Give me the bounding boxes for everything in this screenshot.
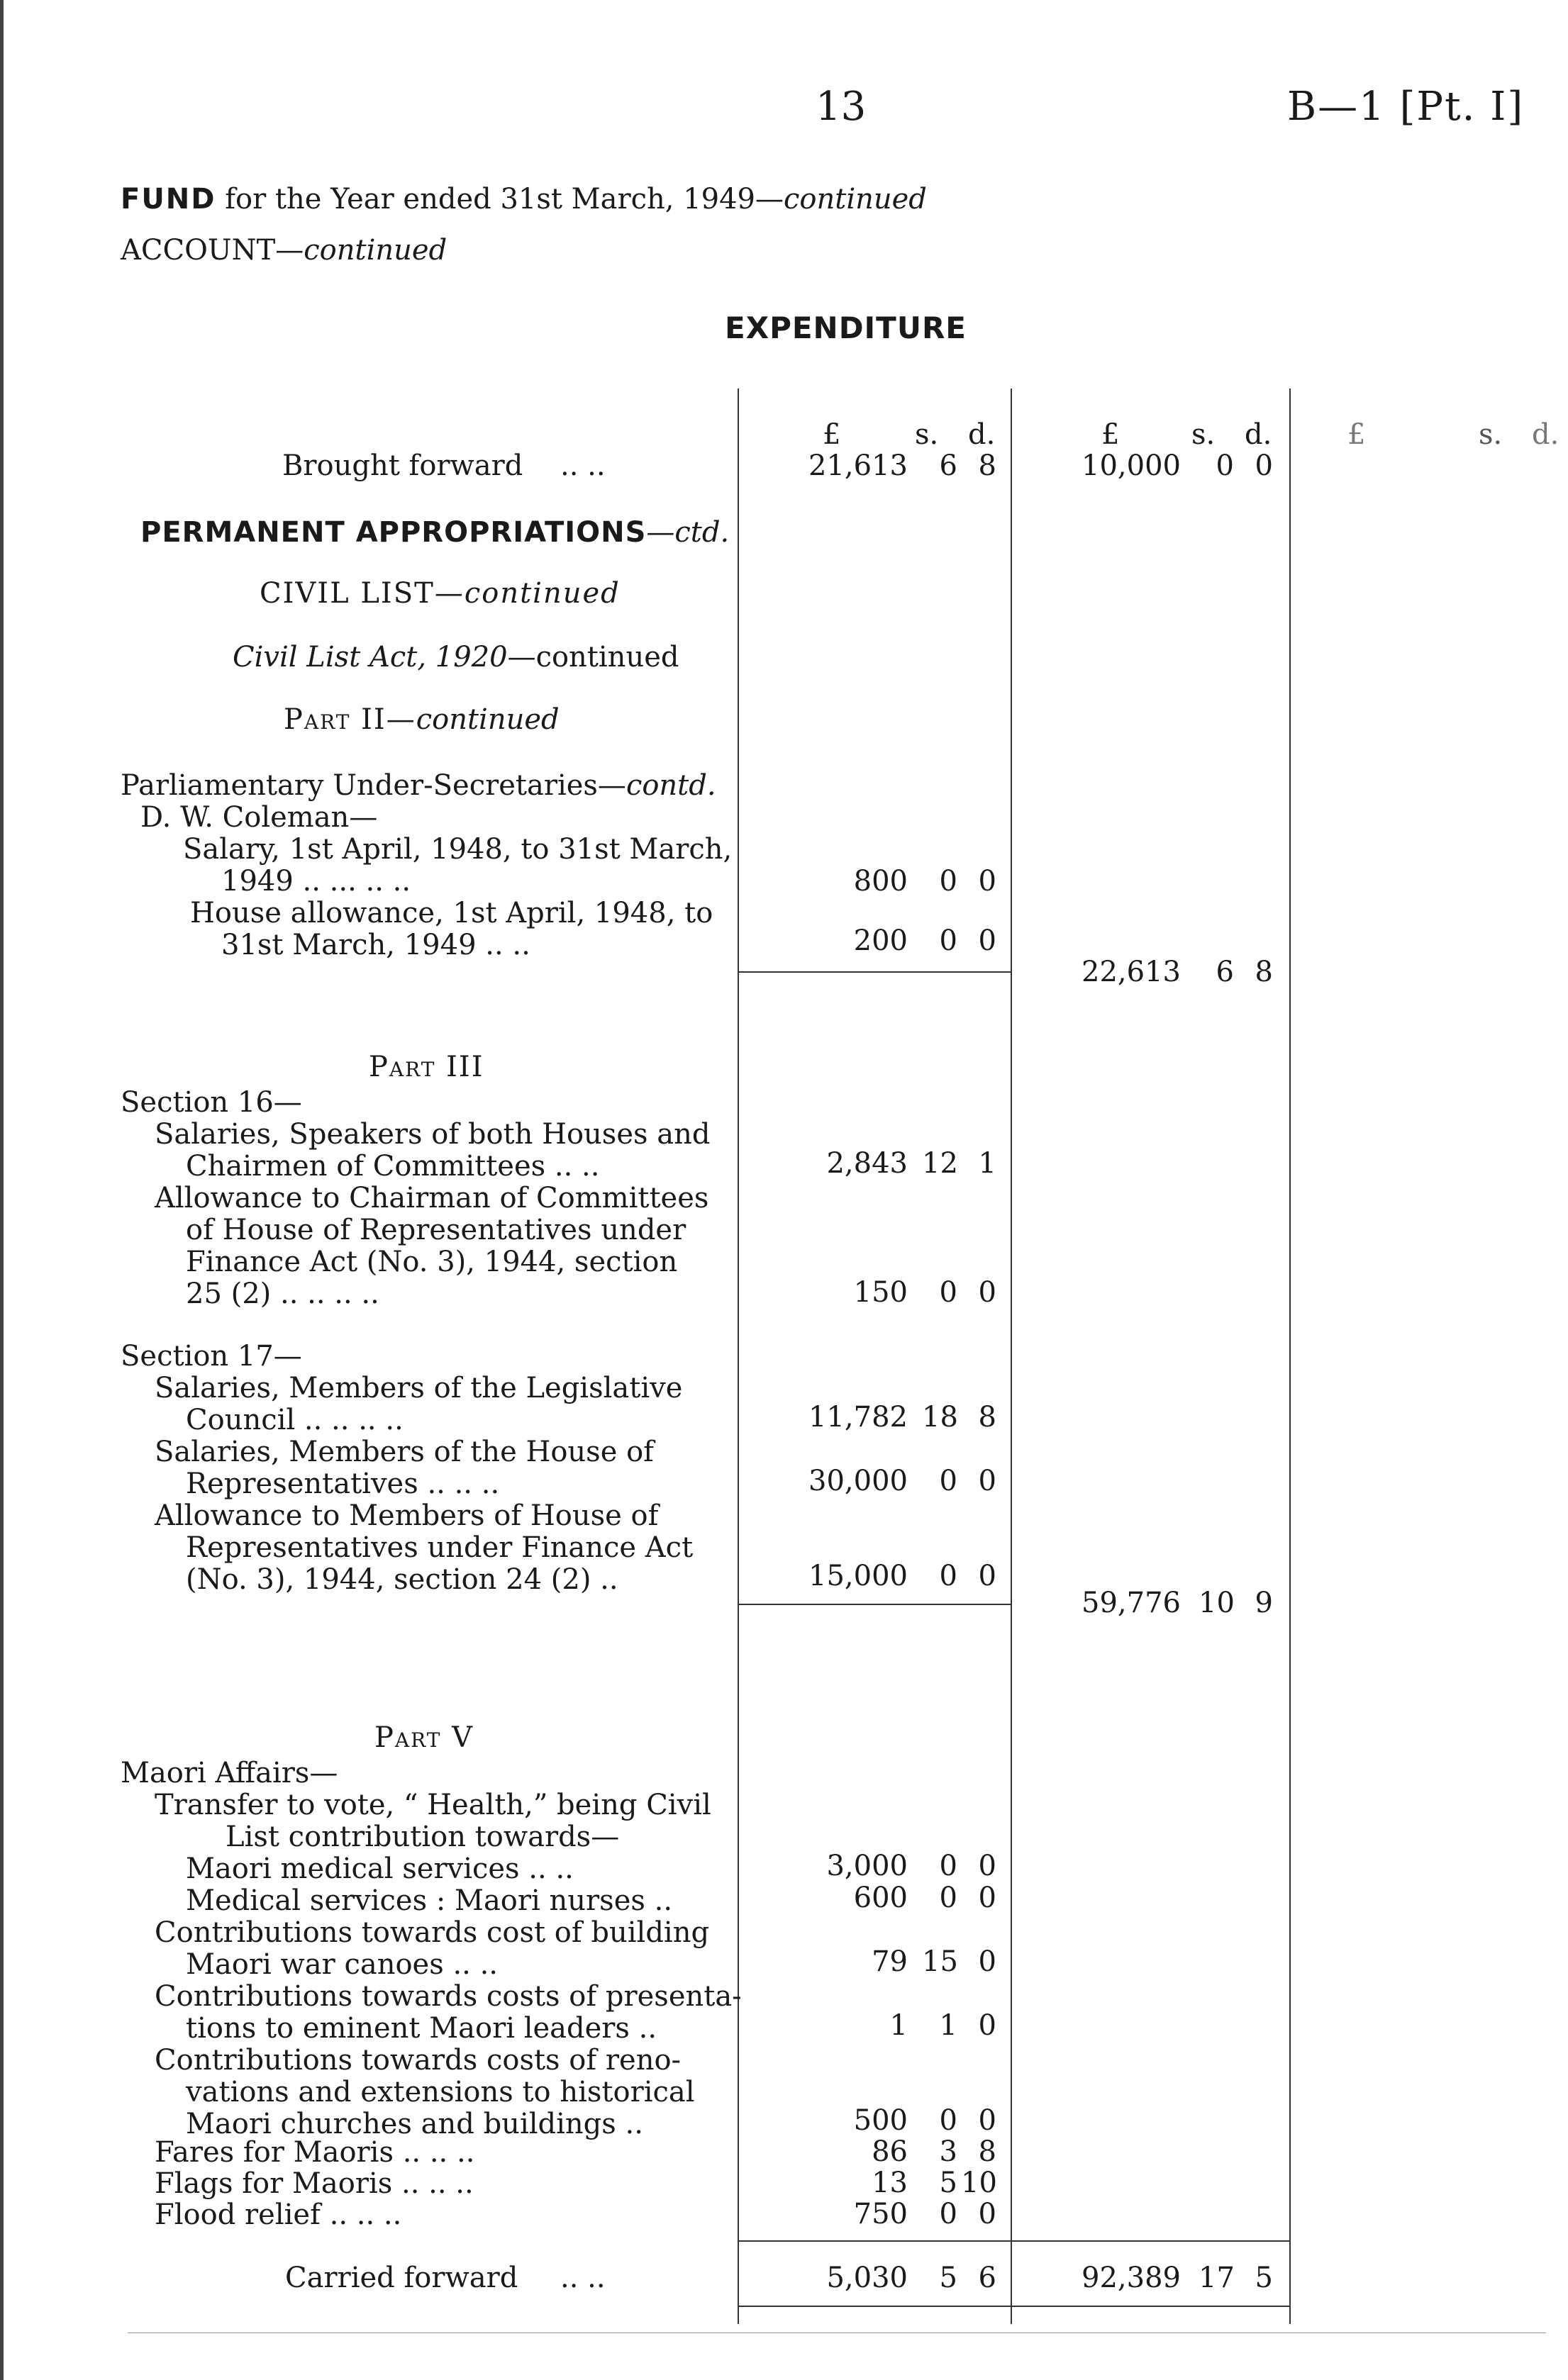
s17-item-1-line-1: Salaries, Members of the Legislative [155, 1372, 683, 1404]
maori-item-3-line-1: Contributions towards costs of reno- [155, 2044, 682, 2077]
cf-c1-shillings: 5 [939, 2262, 957, 2294]
s17-item-3-shillings: 0 [939, 1560, 957, 1592]
maori-item-5-label: Flags for Maoris .. .. .. [155, 2167, 474, 2200]
s16-item-2-line-1: Allowance to Chairman of Committees [155, 1182, 709, 1214]
bf-c2-pence: 0 [1255, 449, 1273, 482]
maori-item-4-label: Fares for Maoris .. .. .. [155, 2136, 475, 2169]
maori-item-2-line-1: Contributions towards costs of presenta- [155, 1980, 742, 2013]
maori-item-1-line-1: Contributions towards cost of building [155, 1916, 710, 1949]
s17-item-1-line-2: Council .. .. .. .. [186, 1404, 404, 1436]
maori-item-2-pence: 0 [978, 2009, 996, 2042]
maori-item-6-shillings: 0 [939, 2198, 957, 2230]
part-ii-item-1-shillings: 0 [939, 865, 957, 898]
part-ii-heading: Part II—continued [284, 703, 560, 736]
bf-c1-pounds: 21,613 [808, 449, 908, 482]
carried-forward-label: Carried forward [285, 2262, 518, 2294]
page-number: 13 [816, 84, 867, 130]
part-iii-subtotal-pence: 9 [1255, 1587, 1273, 1619]
s17-item-1-pence: 8 [978, 1401, 996, 1434]
column-rule-3 [1289, 389, 1291, 2324]
col2-pence-header: d. [1245, 418, 1272, 451]
maori-item-1-pence: 0 [978, 1945, 996, 1978]
maori-item-5-pounds: 13 [872, 2167, 908, 2199]
maori-item-2-pounds: 1 [889, 2009, 908, 2042]
col1-shilling-header: s. [915, 418, 939, 451]
maori-item-1-line-2: Maori war canoes .. .. [186, 1948, 499, 1981]
col1-pound-header: £ [823, 418, 841, 451]
transfer-item-2-pence: 0 [978, 1882, 996, 1914]
maori-item-3-pounds: 500 [853, 2104, 908, 2137]
s17-item-2-shillings: 0 [939, 1465, 957, 1497]
part-ii-item-2-pounds: 200 [853, 924, 908, 957]
part-ii-subtotal-pounds: 22,613 [1082, 956, 1181, 988]
transfer-item-1-label: Maori medical services .. .. [186, 1853, 574, 1885]
part-ii-item-1-pence: 0 [978, 865, 996, 898]
maori-item-4-pence: 8 [978, 2135, 996, 2168]
bf-c2-pounds: 10,000 [1082, 449, 1181, 482]
transfer-item-1-pence: 0 [978, 1850, 996, 1882]
brought-forward-label: Brought forward [282, 449, 523, 482]
maori-item-6-label: Flood relief .. .. .. [155, 2199, 402, 2231]
maori-item-6-pence: 0 [978, 2198, 996, 2230]
account-word: ACCOUNT— [121, 234, 304, 267]
s16-item-2-line-3: Finance Act (No. 3), 1944, section [186, 1246, 678, 1278]
cf-c2-pence: 5 [1255, 2262, 1273, 2294]
part-iii-subtotal-pounds: 59,776 [1082, 1587, 1181, 1619]
section-title: EXPENDITURE [725, 311, 967, 345]
part-iii-subtotal-rule [739, 1604, 1011, 1605]
part-ii-item-2-line-2: 31st March, 1949 .. .. [221, 929, 530, 961]
part-ii-person: D. W. Coleman— [140, 801, 378, 834]
s17-item-3-pence: 0 [978, 1560, 996, 1592]
fund-continued: continued [784, 183, 927, 216]
part-ii-item-2-line-1: House allowance, 1st April, 1948, to [190, 897, 713, 929]
maori-item-4-pounds: 86 [872, 2135, 908, 2168]
bf-c1-pence: 8 [978, 449, 996, 482]
part-ii-item-2-shillings: 0 [939, 924, 957, 957]
part-iii-heading: Part III [369, 1051, 484, 1083]
maori-affairs-heading: Maori Affairs— [121, 1757, 338, 1789]
transfer-line-2: List contribution towards— [226, 1821, 620, 1853]
carried-forward-rule-2 [1012, 2240, 1289, 2242]
col2-pound-header: £ [1101, 418, 1120, 451]
part-v-heading: Part V [374, 1721, 474, 1754]
s16-item-1-line-2: Chairmen of Committees .. .. [186, 1150, 600, 1183]
s17-item-2-line-1: Salaries, Members of the House of [155, 1436, 654, 1468]
page-bottom-rule [128, 2332, 1546, 2333]
s16-item-2-shillings: 0 [939, 1276, 957, 1309]
part-ii-group: Parliamentary Under-Secretaries—contd. [121, 769, 716, 802]
s16-item-2-line-2: of House of Representatives under [186, 1214, 686, 1246]
fund-rest: for the Year ended 31st March, 1949— [216, 183, 784, 216]
maori-item-1-shillings: 15 [922, 1945, 958, 1978]
s16-item-2-pounds: 150 [853, 1276, 908, 1309]
cf-c1-pence: 6 [978, 2262, 996, 2294]
part-ii-subtotal-rule [739, 971, 1011, 973]
transfer-item-2-pounds: 600 [853, 1882, 908, 1914]
cf-c1-pounds: 5,030 [826, 2262, 908, 2294]
permanent-appropriations-heading: PERMANENT APPROPRIATIONS—ctd. [140, 516, 730, 549]
transfer-line-1: Transfer to vote, “ Health,” being Civil [155, 1789, 711, 1821]
s16-item-1-shillings: 12 [922, 1147, 958, 1180]
transfer-item-1-pounds: 3,000 [826, 1850, 908, 1882]
cf-c2-pounds: 92,389 [1082, 2262, 1181, 2294]
transfer-item-1-shillings: 0 [939, 1850, 957, 1882]
col1-pence-header: d. [968, 418, 996, 451]
s17-item-3-line-3: (No. 3), 1944, section 24 (2) .. [186, 1563, 618, 1596]
part-ii-subtotal-pence: 8 [1255, 956, 1273, 988]
carried-forward-bottom-rule [739, 2306, 1289, 2307]
col2-shilling-header: s. [1191, 418, 1216, 451]
s16-item-2-line-4: 25 (2) .. .. .. .. [186, 1278, 379, 1310]
s16-item-1-pence: 1 [978, 1147, 996, 1180]
section-17-heading: Section 17— [121, 1340, 302, 1373]
transfer-item-2-shillings: 0 [939, 1882, 957, 1914]
s16-item-1-line-1: Salaries, Speakers of both Houses and [155, 1118, 711, 1151]
document-reference: B—1 [Pt. I] [1287, 84, 1525, 130]
column-rule-1 [738, 389, 739, 2324]
civil-list-act-heading: Civil List Act, 1920—continued [233, 641, 679, 674]
maori-item-5-shillings: 5 [939, 2167, 957, 2199]
s17-item-2-pence: 0 [978, 1465, 996, 1497]
s17-item-3-line-1: Allowance to Members of House of [155, 1499, 659, 1532]
s17-item-2-line-2: Representatives .. .. .. [186, 1468, 500, 1500]
bf-c1-shillings: 6 [939, 449, 957, 482]
fund-word: FUND [121, 183, 216, 216]
cf-c2-shillings: 17 [1199, 2262, 1235, 2294]
part-iii-subtotal-shillings: 10 [1199, 1587, 1235, 1619]
col3-pound-header: £ [1347, 418, 1366, 451]
column-rule-2 [1011, 389, 1012, 2324]
part-ii-item-1-line-1: Salary, 1st April, 1948, to 31st March, [183, 833, 733, 866]
page-edge [0, 0, 4, 2380]
s17-item-2-pounds: 30,000 [808, 1465, 908, 1497]
part-ii-item-1-line-2: 1949 .. ... .. .. [221, 865, 411, 898]
maori-item-5-pence: 10 [961, 2167, 997, 2199]
col3-pence-header: d. [1532, 418, 1559, 451]
account-continued: continued [304, 234, 447, 267]
s16-item-2-pence: 0 [978, 1276, 996, 1309]
s17-item-1-pounds: 11,782 [808, 1401, 908, 1434]
section-16-heading: Section 16— [121, 1086, 302, 1119]
maori-item-4-shillings: 3 [939, 2135, 957, 2168]
carried-forward-rule-1 [739, 2240, 1011, 2242]
account-title [121, 234, 447, 267]
s17-item-3-pounds: 15,000 [808, 1560, 908, 1592]
s17-item-1-shillings: 18 [922, 1401, 958, 1434]
part-ii-subtotal-shillings: 6 [1216, 956, 1234, 988]
transfer-item-2-label: Medical services : Maori nurses .. [186, 1884, 673, 1917]
brought-forward-leader: .. .. [560, 449, 606, 482]
maori-item-3-pence: 0 [978, 2104, 996, 2137]
maori-item-1-pounds: 79 [872, 1945, 908, 1978]
carried-forward-leader: .. .. [560, 2262, 606, 2294]
s16-item-1-pounds: 2,843 [826, 1147, 908, 1180]
s17-item-3-line-2: Representatives under Finance Act [186, 1531, 694, 1564]
maori-item-3-shillings: 0 [939, 2104, 957, 2137]
civil-list-heading: CIVIL LIST—continued [260, 577, 621, 610]
bf-c2-shillings: 0 [1216, 449, 1234, 482]
maori-item-3-line-2: vations and extensions to historical [186, 2076, 695, 2108]
col3-shilling-header: s. [1479, 418, 1503, 451]
maori-item-2-line-2: tions to eminent Maori leaders .. [186, 2012, 657, 2045]
maori-item-3-line-3: Maori churches and buildings .. [186, 2108, 643, 2140]
maori-item-2-shillings: 1 [939, 2009, 957, 2042]
part-ii-item-2-pence: 0 [978, 924, 996, 957]
part-ii-item-1-pounds: 800 [853, 865, 908, 898]
fund-title [121, 183, 927, 216]
maori-item-6-pounds: 750 [853, 2198, 908, 2230]
